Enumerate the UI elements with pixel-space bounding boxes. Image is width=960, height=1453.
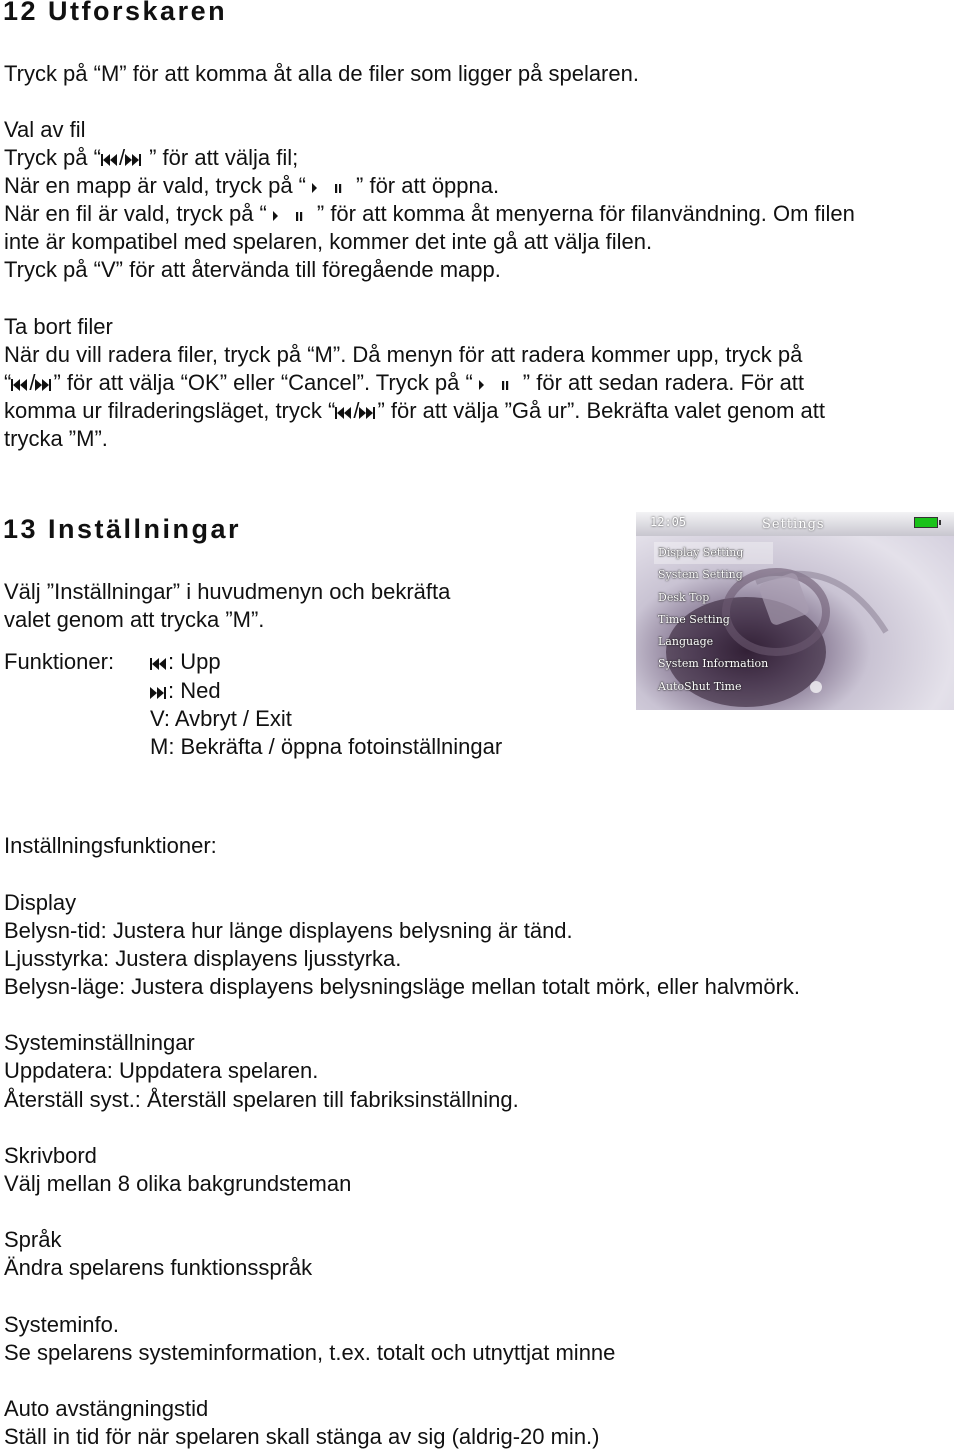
val-line-3 (4, 200, 855, 228)
display-line-3: Belysn-läge: Justera displayens belysningsläge mellan totalt mörk, eller halvmörk. (4, 974, 801, 999)
val-av-fil-title: Val av fil (4, 117, 86, 142)
text: När en mapp är vald, tryck på “ (4, 173, 307, 198)
tabort-line-2 (4, 369, 804, 397)
text: ” för att välja fil; (149, 145, 299, 170)
clock: 12:05 (650, 515, 687, 529)
ta-bort-title: Ta bort filer (4, 314, 113, 339)
val-line-5: Tryck på “V” för att återvända till föregående mapp. (4, 257, 501, 282)
text: ” för att välja “OK” eller “Cancel”. Tryck på “ (53, 370, 473, 395)
menu-item-display-setting[interactable]: Display Setting (654, 542, 773, 564)
system-line-1: Uppdatera: Uppdatera spelaren. (4, 1058, 319, 1083)
sysinfo-title: Systeminfo. (4, 1312, 119, 1337)
functions-title: Inställningsfunktioner: (4, 833, 217, 858)
tabort-line-3 (4, 397, 825, 425)
settings-intro-2: valet genom att trycka ”M”. (4, 607, 265, 632)
function-up (150, 648, 221, 676)
language-title: Språk (4, 1227, 62, 1252)
funktioner-label: Funktioner: (4, 649, 115, 674)
text: ” för att sedan radera. För att (522, 370, 805, 395)
menu-item-time-setting[interactable]: Time Setting (658, 612, 730, 626)
prev-track-icon (11, 378, 29, 392)
slash: / (29, 370, 36, 395)
text: ” för att välja ”Gå ur”. Bekräfta valet genom att (377, 398, 825, 423)
tabort-line-1: När du vill radera filer, tryck på “M”. Då menyn för att radera kommer upp, tryck på (4, 342, 803, 367)
menu-item-desk-top[interactable]: Desk Top (658, 590, 710, 604)
settings-intro-1: Välj ”Inställningar” i huvudmenyn och bekräfta (4, 579, 451, 604)
display-title: Display (4, 890, 77, 915)
prev-track-icon (150, 657, 168, 671)
menu-item-autoshut-time[interactable]: AutoShut Time (658, 679, 742, 693)
text: När en fil är vald, tryck på “ (4, 201, 267, 226)
settings-title: Settings (762, 517, 825, 532)
settings-menu (658, 542, 773, 698)
prev-track-icon (101, 153, 119, 167)
autoshut-line-1: Ställ in tid för när spelaren skall stänga av sig (aldrig-20 min.) (4, 1424, 600, 1449)
next-track-icon (35, 378, 53, 392)
desktop-line-1: Välj mellan 8 olika bakgrundsteman (4, 1171, 352, 1196)
menu-item-language[interactable]: Language (658, 635, 714, 649)
desktop-title: Skrivbord (4, 1143, 97, 1168)
text: : Ned (168, 678, 221, 703)
text: “ (4, 370, 12, 395)
battery-icon (914, 517, 938, 528)
display-line-1: Belysn-tid: Justera hur länge displayens belysning är tänd. (4, 918, 573, 943)
play-pause-icon (473, 378, 517, 392)
sysinfo-line-1: Se spelarens systeminformation, t.ex. totalt och utnyttjat minne (4, 1340, 616, 1365)
next-track-icon (359, 406, 377, 420)
text: ” för att komma åt menyerna för filanvändning. Om filen (316, 201, 855, 226)
text: : Upp (168, 649, 221, 674)
text: Tryck på “ (4, 145, 101, 170)
next-track-icon (150, 686, 168, 700)
autoshut-title: Auto avstängningstid (4, 1396, 209, 1421)
display-line-2: Ljusstyrka: Justera displayens ljusstyrka. (4, 946, 402, 971)
val-line-2 (4, 172, 499, 200)
text: komma ur filraderingsläget, tryck “ (4, 398, 336, 423)
slash: / (353, 398, 360, 423)
slash: / (118, 145, 126, 170)
function-down (150, 677, 221, 705)
menu-item-system-information[interactable]: System Information (658, 657, 769, 671)
function-confirm: M: Bekräfta / öppna fotoinställningar (150, 734, 503, 759)
val-line-4: inte är kompatibel med spelaren, kommer det inte gå att välja filen. (4, 229, 653, 254)
tabort-line-4: trycka ”M”. (4, 426, 108, 451)
system-title: Systeminställningar (4, 1030, 195, 1055)
next-track-icon (125, 153, 143, 167)
play-pause-icon (306, 181, 350, 195)
heading-utforskaren: 12 Utforskaren (3, 0, 228, 26)
system-line-2: Återställ syst.: Återställ spelaren till fabriksinställning. (4, 1087, 519, 1112)
play-pause-icon (267, 209, 311, 223)
settings-screenshot (636, 512, 954, 710)
intro-line: Tryck på “M” för att komma åt alla de filer som ligger på spelaren. (4, 61, 639, 86)
heading-installningar: 13 Inställningar (3, 514, 242, 544)
prev-track-icon (335, 406, 353, 420)
language-line-1: Ändra spelarens funktionsspråk (4, 1255, 313, 1280)
text: ” för att öppna. (356, 173, 500, 198)
function-exit: V: Avbryt / Exit (150, 706, 292, 731)
val-line-1 (4, 144, 298, 172)
menu-item-system-setting[interactable]: System Setting (658, 568, 743, 582)
